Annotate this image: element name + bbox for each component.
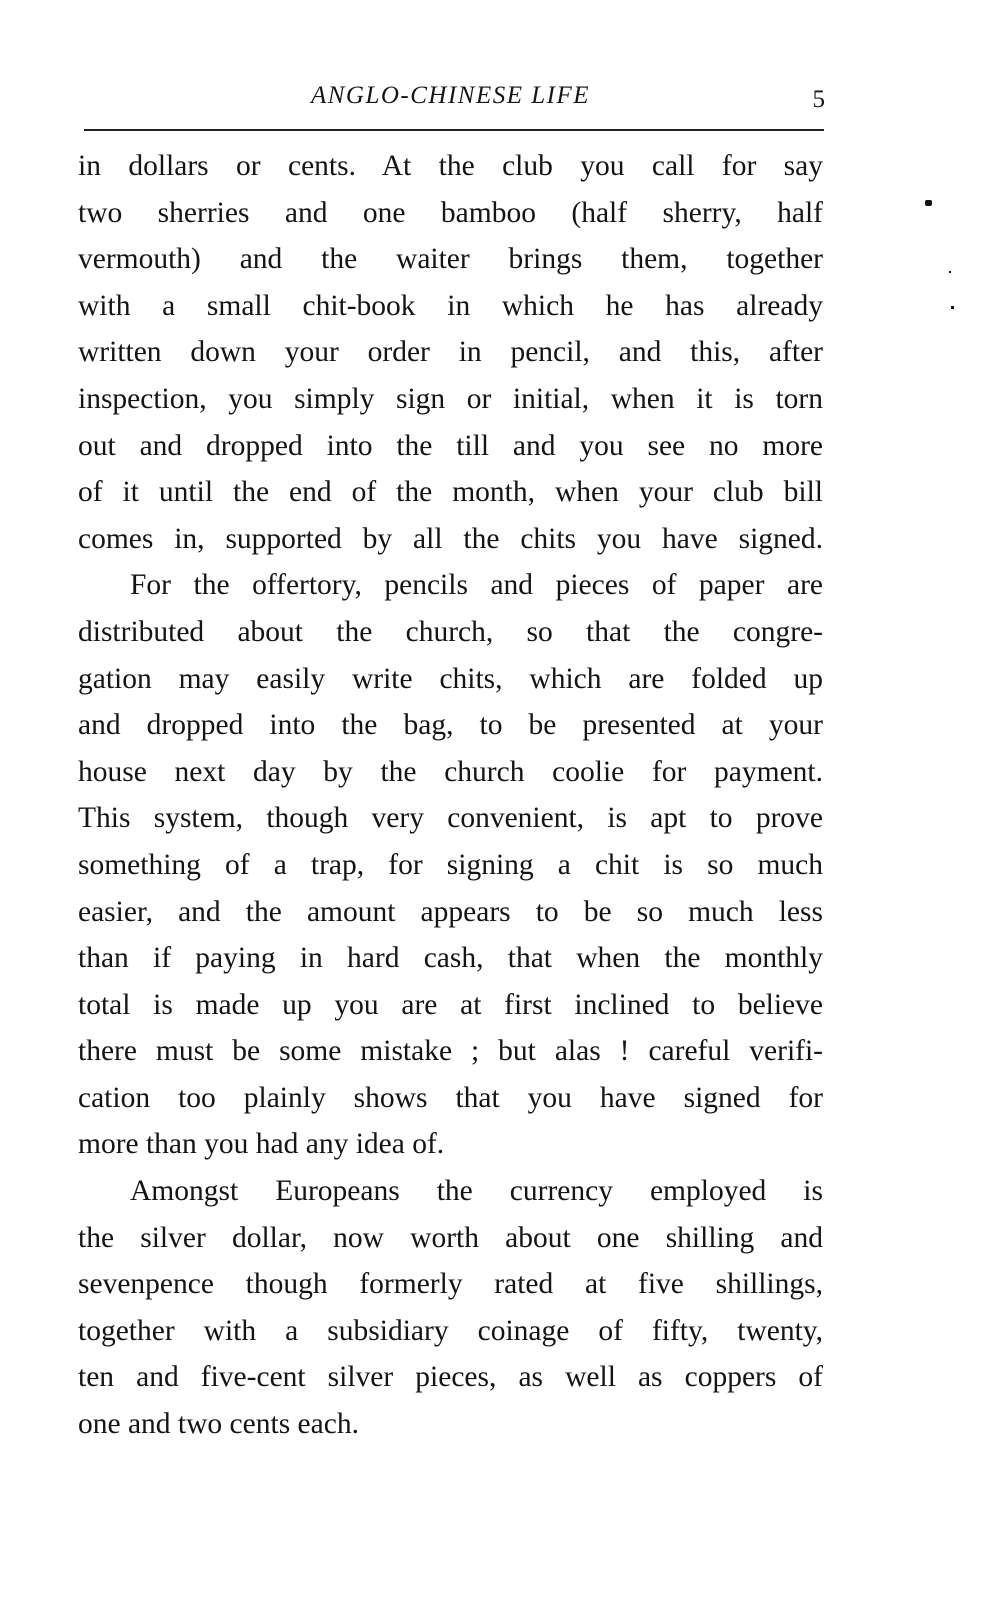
text-line: written down your order in pencil, and this, after [78, 336, 823, 369]
text-line: total is made up you are at first inclined to believe [78, 988, 823, 1021]
scan-speck [949, 271, 951, 273]
text-line: distributed about the church, so that the congre- [78, 615, 823, 648]
text-line: house next day by the church coolie for payment. [78, 755, 823, 788]
body-text [78, 143, 823, 1448]
text-line: something of a trap, for signing a chit is so much [78, 848, 823, 881]
text-line: For the offertory, pencils and pieces of paper are [130, 569, 823, 602]
text-line: with a small chit-book in which he has already [78, 289, 823, 322]
text-line: than if paying in hard cash, that when the monthly [78, 942, 823, 975]
running-title: ANGLO-CHINESE LIFE [310, 82, 591, 109]
text-line: easier, and the amount appears to be so much less [78, 895, 823, 928]
text-line: there must be some mistake ; but alas ! careful verifi- [78, 1035, 823, 1068]
text-line: cation too plainly shows that you have signed for [78, 1081, 823, 1114]
text-line: ten and five-cent silver pieces, as well as coppers of [78, 1361, 823, 1394]
text-line: This system, though very convenient, is apt to prove [78, 802, 823, 835]
paragraph [78, 1168, 823, 1448]
text-line: more than you had any idea of. [78, 1128, 445, 1161]
book-page [78, 0, 823, 1622]
text-line: of it until the end of the month, when your club bill [78, 476, 823, 509]
scan-speck [951, 306, 954, 309]
text-line: together with a subsidiary coinage of fifty, twenty, [78, 1314, 823, 1347]
text-line: vermouth) and the waiter brings them, together [78, 243, 823, 276]
text-line: in dollars or cents. At the club you call for say [78, 150, 823, 182]
text-line: Amongst Europeans the currency employed is [130, 1175, 823, 1208]
page-number: 5 [812, 86, 825, 113]
text-line: out and dropped into the till and you see no more [78, 429, 823, 462]
text-line: inspection, you simply sign or initial, when it is torn [78, 382, 823, 415]
text-line: and dropped into the bag, to be presented at your [78, 709, 823, 742]
text-line: sevenpence though formerly rated at five shillings, [78, 1268, 823, 1301]
paragraph [78, 143, 823, 562]
text-line: the silver dollar, now worth about one shilling and [78, 1221, 823, 1254]
paragraph [78, 562, 823, 1168]
text-line: two sherries and one bamboo (half sherry, half [78, 196, 823, 229]
text-line: gation may easily write chits, which are folded up [78, 662, 823, 695]
running-head [78, 82, 823, 116]
scan-speck [925, 200, 932, 206]
header-rule [84, 129, 824, 131]
text-line: one and two cents each. [78, 1408, 359, 1441]
text-line: comes in, supported by all the chits you have signed. [78, 522, 823, 555]
